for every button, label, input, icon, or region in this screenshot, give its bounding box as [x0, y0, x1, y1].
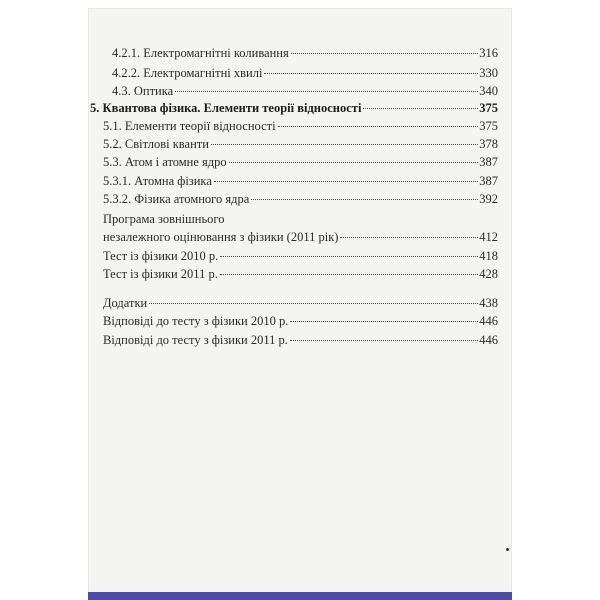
dot-leader — [340, 237, 478, 238]
toc-entry-page: 378 — [479, 137, 498, 151]
toc-entry-5-2 — [103, 137, 498, 152]
toc-entry-5-1 — [103, 119, 498, 134]
toc-entry-5-3-2 — [103, 192, 498, 207]
dot-leader — [220, 274, 478, 275]
toc-entry-label: 4.3. Оптика — [112, 84, 174, 98]
dot-leader — [290, 321, 478, 322]
toc-entry-4-3 — [112, 84, 498, 99]
toc-entry-label: 4.2.2. Електромагнітні хвилі — [112, 66, 263, 80]
page-speck — [506, 548, 509, 551]
toc-entry-label: 5.3. Атом і атомне ядро — [103, 155, 227, 169]
dot-leader — [211, 144, 478, 145]
toc-entry-page: 375 — [479, 119, 498, 133]
toc-entry-page: 446 — [479, 314, 498, 328]
dot-leader — [220, 256, 478, 257]
toc-entry-label: 5.2. Світлові кванти — [103, 137, 209, 151]
toc-entry-label: 5.3.2. Фізика атомного ядра — [103, 192, 250, 206]
toc-entry-page: 412 — [479, 230, 498, 244]
toc-entry-page: 330 — [479, 66, 498, 80]
toc-entry-4-2-1 — [112, 46, 498, 61]
dot-leader — [175, 91, 478, 92]
toc-entry-page: 316 — [479, 46, 498, 60]
toc-program-heading: Програма зовнішнього — [103, 212, 225, 226]
toc-entry-label: Відповіді до тесту з фізики 2010 р. — [103, 314, 289, 328]
toc-entry-page: 438 — [479, 296, 498, 310]
dot-leader — [229, 162, 479, 163]
dot-leader — [264, 73, 478, 74]
toc-entry-5-3 — [103, 155, 498, 170]
toc-entry-page: 392 — [479, 192, 498, 206]
toc-entry-page: 340 — [479, 84, 498, 98]
toc-entry-page: 428 — [479, 267, 498, 281]
toc-entry-page: 387 — [479, 174, 498, 188]
toc-entry-label: 5.1. Елементи теорії відносності — [103, 119, 276, 133]
toc-entry-label: Тест із фізики 2011 р. — [103, 267, 218, 281]
bottom-edge-strip — [88, 592, 512, 600]
dot-leader — [363, 108, 478, 109]
toc-entry-program — [103, 230, 498, 245]
toc-entry-test-2010 — [103, 249, 498, 264]
toc-entry-label: Відповіді до тесту з фізики 2011 р. — [103, 333, 288, 347]
dot-leader — [149, 303, 478, 304]
toc-entry-page: 387 — [479, 155, 498, 169]
toc-entry-appendix — [103, 296, 498, 311]
dot-leader — [251, 199, 478, 200]
dot-leader — [290, 340, 478, 341]
toc-entry-label: Тест із фізики 2010 р. — [103, 249, 219, 263]
toc-entry-page: 418 — [479, 249, 498, 263]
toc-entry-5-3-1 — [103, 174, 498, 189]
toc-entry-answers-2010 — [103, 314, 498, 329]
toc-entry-test-2011 — [103, 267, 498, 282]
toc-entry-label: 4.2.1. Електромагнітні коливання — [112, 46, 289, 60]
dot-leader — [214, 181, 478, 182]
dot-leader — [278, 126, 479, 127]
dot-leader — [291, 53, 479, 54]
toc-entry-page: 375 — [479, 101, 498, 115]
toc-entry-label: 5.3.1. Атомна фізика — [103, 174, 212, 188]
toc-chapter-label: 5. Квантова фізика. Елементи теорії відносності — [90, 101, 362, 115]
toc-entry-label: Додатки — [103, 296, 148, 310]
toc-entry-4-2-2 — [112, 66, 498, 81]
toc-entry-page: 446 — [479, 333, 498, 347]
toc-entry-label: незалежного оцінювання з фізики (2011 рік) — [103, 230, 339, 244]
toc-entry-answers-2011 — [103, 333, 498, 348]
toc-entry-chapter-5 — [90, 101, 498, 116]
